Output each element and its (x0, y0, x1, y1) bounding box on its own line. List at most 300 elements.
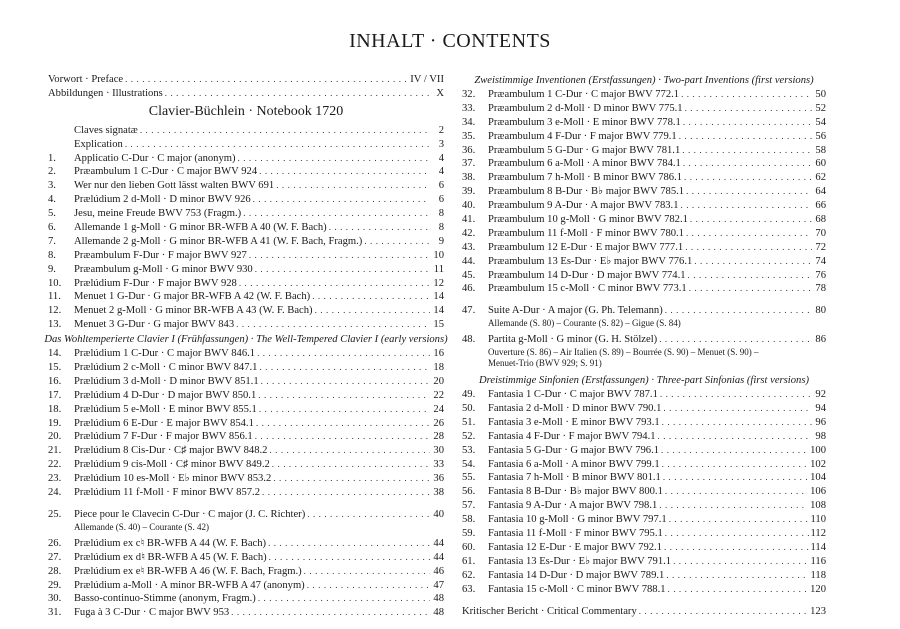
dot-leader (125, 138, 430, 152)
toc-entry (462, 388, 826, 402)
dot-leader (243, 207, 430, 221)
entry-number: 63. (462, 583, 476, 595)
entry-number: 34. (462, 116, 476, 128)
entry-title: Prælúdium 8 Cis-Dur · C♯ major BWV 848.2 (74, 445, 268, 457)
entry-number: 15. (48, 362, 62, 374)
entry-page: 52 (815, 102, 826, 114)
dot-leader (662, 416, 812, 430)
entry-number: 45. (462, 269, 476, 281)
entry-title: Abbildungen · Illustrations (48, 87, 163, 99)
entry-number: 57. (462, 500, 476, 512)
entry-page: 94 (815, 403, 826, 415)
entry-title: Fantasia 10 g-Moll · G minor BWV 797.1 (488, 514, 667, 526)
section-heading-inventions: Zweistimmige Inventionen (Erstfassungen) · Two-part Inventions (first versions) (474, 75, 814, 86)
entry-title: Menuet 3 G-Dur · G major BWV 843 (74, 319, 235, 331)
toc-entry (462, 241, 826, 255)
entry-number: 39. (462, 186, 476, 198)
entry-number: 8. (48, 249, 56, 261)
entry-title: Vorwort · Preface (48, 74, 124, 85)
entry-page: 68 (815, 214, 826, 226)
entry-number: 35. (462, 130, 476, 142)
entry-page: 112 (810, 528, 826, 540)
entry-number: 23. (48, 473, 62, 485)
entry-title: Fantasia 11 f-Moll · F minor BWV 795.1 (488, 528, 663, 540)
entry-page: 120 (810, 583, 826, 595)
dot-leader (658, 430, 812, 444)
entry-title: Prælúdium 6 E-Dur · E major BWV 854.1 (74, 417, 254, 429)
entry-page: 106 (810, 486, 826, 498)
entry-page: 30 (433, 445, 444, 457)
dot-leader (673, 555, 808, 569)
entry-number: 38. (462, 172, 476, 184)
entry-number: 27. (48, 551, 62, 563)
entry-number: 56. (462, 486, 476, 498)
entry-page: 8 (438, 222, 444, 234)
entry-page: 50 (815, 89, 826, 100)
entry-title: Prælúdium 4 D-Dur · D major BWV 850.1 (74, 389, 257, 401)
entry-page: 60 (815, 158, 826, 170)
toc-entry (462, 541, 826, 555)
entry-page: 44 (433, 551, 444, 563)
entry-page: 40 (433, 508, 444, 520)
entry-title: Præambulum F-Dur · F major BWV 927 (74, 249, 247, 261)
toc-entry (48, 193, 444, 207)
entry-title: Præambulum 11 f-Moll · F minor BWV 780.1 (488, 227, 684, 239)
toc-entry (48, 207, 444, 221)
entry-page: 28 (433, 431, 444, 443)
entry-number: 21. (48, 445, 62, 457)
entry-title: Prælúdium 2 d-Moll · D minor BWV 926 (74, 194, 251, 206)
entry-number: 24. (48, 487, 62, 499)
entry-title: Fantasia 4 F-Dur · F major BWV 794.1 (488, 430, 656, 442)
toc-entry (462, 304, 826, 318)
dot-leader (165, 87, 430, 101)
entry-number: 55. (462, 472, 476, 484)
entry-page: 6 (438, 194, 444, 206)
entry-title: Præambulum 15 c-Moll · C minor BWV 773.1 (488, 283, 687, 295)
toc-entry (48, 565, 444, 579)
entry-number: 10. (48, 277, 62, 289)
toc-entry (48, 486, 444, 500)
entry-title: Fantasia 15 c-Moll · C minor BWV 788.1 (488, 583, 666, 595)
entry-number: 5. (48, 208, 56, 220)
dot-leader (669, 513, 809, 527)
toc-entry (48, 551, 444, 565)
toc-entry (462, 527, 826, 541)
toc-entry (48, 430, 444, 444)
front-list (48, 73, 444, 101)
entry-page: 62 (815, 172, 826, 184)
entry-page: 47 (433, 579, 444, 591)
piece-48 (462, 333, 826, 347)
toc-entry (462, 569, 826, 583)
toc-entry (462, 499, 826, 513)
entry-number: 31. (48, 607, 62, 619)
dot-leader (665, 527, 809, 541)
toc-entry (48, 361, 444, 375)
dot-leader (269, 551, 430, 565)
entry-page: 58 (815, 144, 826, 156)
entry-number: 1. (48, 152, 56, 164)
dot-leader (683, 157, 812, 171)
entry-number: 11. (48, 291, 61, 303)
entry-number: 18. (48, 403, 62, 415)
entry-number: 20. (48, 431, 62, 443)
dot-leader (689, 282, 812, 296)
dot-leader (659, 499, 808, 513)
dot-leader (681, 88, 812, 102)
entry-title: Prælúdium F-Dur · F major BWV 928 (74, 277, 237, 289)
entry-page: 36 (433, 473, 444, 485)
toc-entry (462, 555, 826, 569)
toc-entry (48, 508, 444, 522)
entry-number: 61. (462, 555, 476, 567)
entry-page: 108 (810, 500, 826, 512)
entry-title: Prælúdium ex c♮ BR-WFB A 44 (W. F. Bach) (74, 537, 267, 549)
dot-leader (639, 605, 808, 619)
entry-title: Prælúdium a-Moll · A minor BR-WFB A 47 (anonym) (74, 579, 305, 591)
toc-entry (462, 269, 826, 283)
entry-title: Fantasia 1 C-Dur · C major BWV 787.1 (488, 389, 658, 401)
entry-page: 26 (433, 417, 444, 429)
entry-number: 54. (462, 458, 476, 470)
dot-leader (663, 402, 812, 416)
dot-leader (329, 221, 430, 235)
dot-leader (686, 185, 812, 199)
entry-title: Prælúdium 5 e-Moll · E minor BWV 855.1 (74, 403, 257, 415)
toc-entry (48, 290, 444, 304)
entry-page: 33 (433, 459, 444, 471)
dot-leader (668, 583, 809, 597)
dot-leader (682, 144, 812, 158)
entry-page: 16 (433, 348, 444, 360)
toc-entry (462, 116, 826, 130)
entry-number: 16. (48, 375, 62, 387)
toc-entry (48, 73, 444, 87)
dot-leader (259, 165, 430, 179)
section-heading-wtc: Das Wohltemperierte Clavier I (Frühfassungen) · The Well-Tempered Clavier I (early versions) (44, 334, 448, 346)
entry-number: 37. (462, 158, 476, 170)
toc-entry (48, 417, 444, 431)
page-title: INHALT · CONTENTS (349, 30, 551, 52)
entry-page: 78 (815, 283, 826, 295)
dot-leader (315, 304, 430, 318)
toc-entry (462, 255, 826, 269)
entry-title: Fantasia 3 e-Moll · E minor BWV 793.1 (488, 416, 660, 428)
toc-entry (48, 221, 444, 235)
toc-entry (462, 102, 826, 116)
entry-page: 66 (815, 200, 826, 212)
entry-page: 48 (433, 607, 444, 619)
entry-number: 26. (48, 537, 62, 549)
dot-leader (261, 375, 430, 389)
entry-number: 59. (462, 528, 476, 540)
entry-page: 18 (433, 362, 444, 374)
entry-title: Prælúdium 2 c-Moll · C minor BWV 847.1 (74, 362, 258, 374)
entry-page: 20 (433, 375, 444, 387)
entry-page: 104 (810, 472, 826, 484)
dot-leader (688, 269, 812, 283)
toc-entry (48, 537, 444, 551)
entry-page: 86 (815, 334, 826, 346)
dot-leader (690, 213, 812, 227)
section-heading-notebook: Clavier-Büchlein · Notebook 1720 (148, 103, 344, 119)
entry-title: Prælúdium 7 F-Dur · F major BWV 856.1 (74, 431, 253, 443)
entry-title: Præambulum 9 A-Dur · A major BWV 783.1 (488, 200, 679, 212)
toc-entry (462, 458, 826, 472)
entry-page: 114 (810, 541, 826, 553)
dot-leader (236, 318, 430, 332)
dot-leader (140, 124, 430, 138)
entry-page: IV / VII (410, 74, 444, 85)
entry-number: 41. (462, 214, 476, 226)
entry-page: 11 (433, 263, 444, 275)
entry-page: 92 (815, 389, 826, 401)
entry-page: 56 (815, 130, 826, 142)
dot-leader (125, 73, 408, 87)
entry-number: 43. (462, 241, 476, 253)
toc-entry (48, 403, 444, 417)
entry-title: Præambulum 1 C-Dur · C major BWV 772.1 (488, 89, 680, 100)
entry-title: Prælúdium 9 cis-Moll · C♯ minor BWV 849.2 (74, 459, 270, 471)
dot-leader (683, 116, 812, 130)
entry-title: Præambulum 4 F-Dur · F major BWV 779.1 (488, 130, 677, 142)
piece-25 (48, 508, 444, 522)
entry-number: 40. (462, 200, 476, 212)
entry-title: Prælúdium 11 f-Moll · F minor BWV 857.2 (74, 487, 260, 499)
entry-title: Præambulum 3 e-Moll · E minor BWV 778.1 (488, 116, 681, 128)
entry-title: Fuga à 3 C-Dur · C major BWV 953 (74, 607, 230, 619)
toc-entry (462, 227, 826, 241)
dot-leader (258, 389, 430, 403)
entry-page: 76 (815, 269, 826, 281)
dot-leader (665, 304, 812, 318)
toc-entry (462, 444, 826, 458)
section-heading-sinfonias: Dreistimmige Sinfonien (Erstfassungen) · Three-part Sinfonias (first versions) (479, 375, 809, 387)
entry-page: 46 (433, 565, 444, 577)
toc-entry (462, 157, 826, 171)
toc-entry (48, 458, 444, 472)
piece-25-movements: Allemande (S. 40) – Courante (S. 42) (74, 521, 209, 532)
entry-page: 2 (438, 124, 444, 136)
wtc-list (48, 347, 444, 500)
entry-number: 32. (462, 89, 476, 100)
dot-leader (255, 263, 430, 277)
toc-entry (462, 605, 826, 619)
entry-number: 33. (462, 102, 476, 114)
entry-page: 3 (438, 138, 444, 150)
entry-title: Jesu, meine Freude BWV 753 (Fragm.) (74, 208, 242, 220)
toc-entry (48, 165, 444, 179)
toc-entry (48, 318, 444, 332)
entry-number: 3. (48, 180, 56, 192)
toc-entry (462, 213, 826, 227)
toc-entry (462, 171, 826, 185)
entry-page: 15 (433, 319, 444, 331)
entry-title: Præambulum 8 B-Dur · B♭ major BWV 785.1 (488, 186, 685, 198)
entry-number: 17. (48, 389, 62, 401)
dot-leader (664, 541, 809, 555)
dot-leader (307, 508, 430, 522)
toc-entry (48, 263, 444, 277)
entry-number: 28. (48, 565, 62, 577)
entry-page: 6 (438, 180, 444, 192)
entry-title: Præambulum 5 G-Dur · G major BWV 781.1 (488, 144, 681, 156)
dot-leader (686, 227, 812, 241)
entry-number: 4. (48, 194, 56, 206)
piece-48-movements-1: Ouverture (S. 86) – Air Italien (S. 89) – Bourrée (S. 90) – Menuet (S. 90) – (488, 347, 759, 358)
entry-title: Fantasia 14 D-Dur · D major BWV 789.1 (488, 569, 665, 581)
entry-page: 14 (433, 305, 444, 317)
entry-page: 8 (438, 208, 444, 220)
entry-title: Allemande 2 g-Moll · G minor BR-WFB A 41 (W. F. Bach, Fragm.) (74, 235, 363, 247)
entry-page: 123 (810, 605, 826, 617)
entry-number: 44. (462, 255, 476, 267)
entry-number: 42. (462, 227, 476, 239)
entry-title: Prælúdium ex e♮ BR-WFB A 46 (W. F. Bach, Fragm.) (74, 565, 302, 577)
entry-number: 53. (462, 444, 476, 456)
toc-entry (48, 472, 444, 486)
entry-title: Fantasia 5 G-Dur · G major BWV 796.1 (488, 444, 660, 456)
toc-entry (48, 235, 444, 249)
entry-page: 64 (815, 186, 826, 198)
entry-title: Explication (74, 138, 123, 150)
dot-leader (239, 277, 430, 291)
left-column (44, 73, 448, 620)
entry-title: Fantasia 12 E-Dur · E major BWV 792.1 (488, 541, 662, 553)
entry-page: 96 (815, 416, 826, 428)
entry-number: 51. (462, 416, 476, 428)
dot-leader (307, 579, 430, 593)
dot-leader (679, 130, 812, 144)
entry-page: 38 (433, 487, 444, 499)
entry-page: 4 (438, 166, 444, 178)
entry-number: 58. (462, 514, 476, 526)
entry-number: 50. (462, 403, 476, 415)
entry-number: 9. (48, 263, 56, 275)
dot-leader (659, 333, 812, 347)
entry-number: 36. (462, 144, 476, 156)
entry-title: Fantasia 2 d-Moll · D minor BWV 790.1 (488, 403, 662, 415)
entry-page: 9 (438, 235, 444, 247)
entry-title: Wer nur den lieben Gott lässt walten BWV 691 (74, 180, 275, 192)
piece-48-movements-2: Menuet-Trio (BWV 929; S. 91) (488, 358, 602, 369)
entry-number: 7. (48, 235, 56, 247)
entry-page: 10 (433, 249, 444, 261)
dot-leader (262, 486, 430, 500)
entry-number: 52. (462, 430, 476, 442)
dot-leader (253, 193, 430, 207)
toc-entry (48, 152, 444, 166)
entry-page: 12 (433, 277, 444, 289)
dot-leader (255, 430, 430, 444)
entry-number: 13. (48, 319, 62, 331)
toc-entry (462, 583, 826, 597)
toc-entry (462, 88, 826, 102)
notebook-list (48, 124, 444, 332)
dot-leader (273, 472, 430, 486)
toc-entry (462, 416, 826, 430)
entry-page: 48 (433, 593, 444, 605)
entry-title: Præambulum 1 C-Dur · C major BWV 924 (74, 166, 258, 178)
entry-number: 25. (48, 508, 62, 520)
entry-title: Applicatio C-Dur · C major (anonym) (74, 152, 236, 164)
entry-page: X (436, 87, 444, 99)
entry-title: Præambulum 7 h-Moll · B minor BWV 786.1 (488, 172, 683, 184)
dot-leader (276, 179, 430, 193)
entry-title: Præambulum g-Moll · G minor BWV 930 (74, 263, 253, 275)
dot-leader (665, 485, 808, 499)
piece-47 (462, 304, 826, 318)
entry-title: Basso-continuo-Stimme (anonym, Fragm.) (74, 593, 256, 605)
entry-title: Præambulum 12 E-Dur · E major BWV 777.1 (488, 241, 684, 253)
toc-entry (48, 138, 444, 152)
entry-title: Prælúdium 1 C-Dur · C major BWV 846.1 (74, 348, 256, 360)
toc-entry (48, 444, 444, 458)
toc-entry (462, 513, 826, 527)
entry-page: 118 (810, 569, 826, 581)
toc-entry (462, 402, 826, 416)
entry-title: Claves signatæ (74, 124, 138, 136)
entry-page: 22 (433, 389, 444, 401)
entry-title: Præambulum 2 d-Moll · D minor BWV 775.1 (488, 102, 683, 114)
dot-leader (694, 255, 812, 269)
toc-entry (462, 485, 826, 499)
entry-page: 70 (815, 227, 826, 239)
right-column (462, 73, 826, 618)
entry-title: Præambulum 6 a-Moll · A minor BWV 784.1 (488, 158, 681, 170)
entry-number: 22. (48, 459, 62, 471)
entry-page: 72 (815, 241, 826, 253)
entry-title: Fantasia 13 Es-Dur · E♭ major BWV 791.1 (488, 555, 672, 567)
toc-entry (48, 375, 444, 389)
dot-leader (661, 444, 808, 458)
toc-entry (48, 124, 444, 138)
toc-entry (462, 333, 826, 347)
dot-leader (257, 347, 430, 361)
dot-leader (259, 361, 430, 375)
dot-leader (258, 592, 430, 606)
entry-title: Kritischer Bericht · Critical Commentary (462, 605, 637, 617)
toc-entry (48, 389, 444, 403)
dot-leader (684, 171, 812, 185)
toc-entry (48, 179, 444, 193)
entry-number: 47. (462, 305, 476, 317)
dot-leader (231, 606, 430, 620)
entry-title: Prælúdium 3 d-Moll · D minor BWV 851.1 (74, 375, 259, 387)
entry-title: Menuet 2 g-Moll · G minor BR-WFB A 43 (W. F. Bach) (74, 305, 313, 317)
entry-number: 14. (48, 348, 62, 360)
entry-title: Menuet 1 G-Dur · G major BR-WFB A 42 (W. F. Bach) (74, 291, 311, 303)
dot-leader (312, 290, 430, 304)
entry-page: 110 (810, 514, 826, 526)
toc-entry (48, 304, 444, 318)
entry-title: Fantasia 6 a-Moll · A minor BWV 799.1 (488, 458, 660, 470)
entry-number: 12. (48, 305, 62, 317)
toc-entry (462, 430, 826, 444)
entry-page: 102 (810, 458, 826, 470)
dot-leader (268, 537, 430, 551)
entry-title: Allemande 1 g-Moll · G minor BR-WFB A 40 (W. F. Bach) (74, 222, 327, 234)
dot-leader (663, 471, 808, 485)
entry-page: 100 (810, 444, 826, 456)
dot-leader (364, 235, 430, 249)
toc-entry (48, 277, 444, 291)
dot-leader (304, 565, 430, 579)
sinfonias-list (462, 388, 826, 596)
dot-leader (666, 569, 808, 583)
entry-page: 98 (815, 430, 826, 442)
